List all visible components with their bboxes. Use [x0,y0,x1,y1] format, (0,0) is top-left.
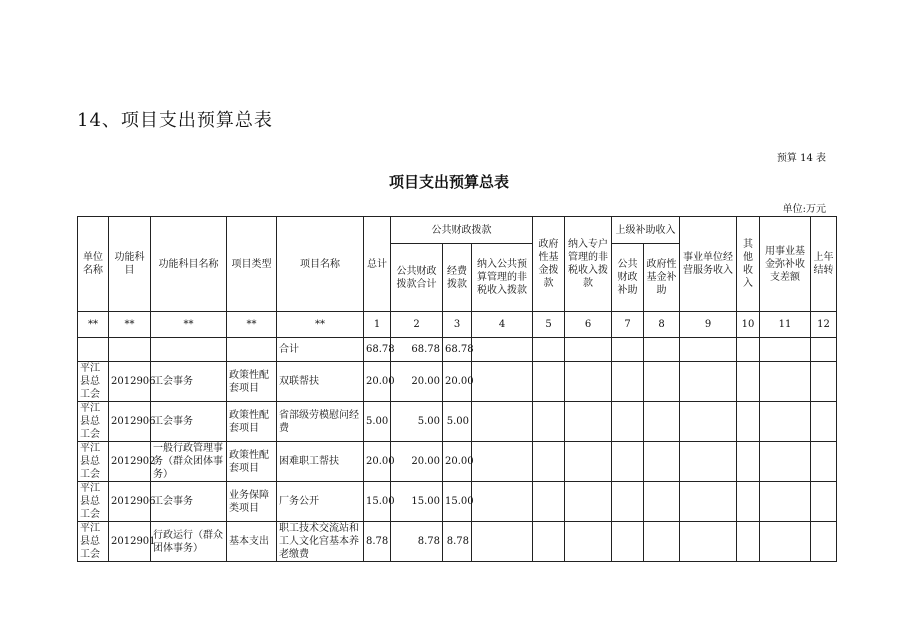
row-name: 困难职工帮扶 [277,442,364,482]
code-cell: 4 [472,312,533,338]
row-type: 基本支出 [227,522,277,562]
row-name: 双联帮扶 [277,362,364,402]
row-code: 2012906 [109,482,151,522]
row-func: 工会事务 [151,402,227,442]
row-pf-funding: 8.78 [443,522,472,562]
row-type: 业务保障类项目 [227,482,277,522]
row-total: 5.00 [364,402,391,442]
header-prior-balance: 上年结转 [811,217,837,312]
total-row [78,338,837,362]
header-pf-nontax: 纳入公共预算管理的非税收入拨款 [472,244,533,312]
code-cell: 7 [612,312,644,338]
row-type: 政策性配套项目 [227,442,277,482]
row-code: 2012901 [109,522,151,562]
row-pf-subtotal: 8.78 [391,522,443,562]
header-func-code: 功能科目 [109,217,151,312]
row-total: 8.78 [364,522,391,562]
row-pf-funding: 20.00 [443,442,472,482]
table-row [78,522,837,562]
row-pf-subtotal: 15.00 [391,482,443,522]
code-cell: ** [227,312,277,338]
header-business-income: 事业单位经营服务收入 [680,217,737,312]
row-func: 工会事务 [151,482,227,522]
row-code: 2012906 [109,402,151,442]
unit-label: 单位:万元 [782,204,826,215]
header-sub-public: 公共财政补助 [612,244,644,312]
header-unit-name: 单位名称 [78,217,109,312]
code-cell: 2 [391,312,443,338]
row-unit: 平江县总工会 [78,482,109,522]
code-cell: 10 [737,312,760,338]
row-type: 政策性配套项目 [227,362,277,402]
row-total: 20.00 [364,442,391,482]
row-pf-subtotal: 5.00 [391,402,443,442]
row-name: 省部级劳模慰问经费 [277,402,364,442]
header-total: 总计 [364,217,391,312]
code-cell: 3 [443,312,472,338]
row-unit: 平江县总工会 [78,402,109,442]
row-func: 行政运行（群众团体事务） [151,522,227,562]
row-pf-subtotal: 20.00 [391,362,443,402]
row-pf-funding: 15.00 [443,482,472,522]
header-fund-offset: 用事业基金弥补收支差额 [760,217,811,312]
row-unit: 平江县总工会 [78,442,109,482]
code-cell: 5 [533,312,565,338]
header-pf-subtotal: 公共财政拨款合计 [391,244,443,312]
row-unit: 平江县总工会 [78,522,109,562]
row-unit: 平江县总工会 [78,362,109,402]
table-row [78,362,837,402]
table-row [78,482,837,522]
header-gov-fund: 政府性基金拨款 [533,217,565,312]
form-code: 预算 14 表 [776,153,826,164]
row-code: 2012906 [109,362,151,402]
header-func-name: 功能科目名称 [151,217,227,312]
table-title: 项目支出预算总表 [388,173,509,191]
row-code: 2012902 [109,442,151,482]
row-name: 职工技术交流站和工人文化宫基本养老缴费 [277,522,364,562]
code-cell: ** [277,312,364,338]
total-pf-subtotal: 68.78 [391,338,443,362]
total-value: 68.78 [364,338,391,362]
row-total: 20.00 [364,362,391,402]
section-title: 14、项目支出预算总表 [77,110,273,131]
total-label: 合计 [277,338,364,362]
header-other-income: 其他收入 [737,217,760,312]
code-cell: 11 [760,312,811,338]
header-superior-subsidy: 上级补助收入 [612,217,680,244]
code-row [78,312,837,338]
code-cell: 8 [644,312,680,338]
header-pf-funding: 经费拨款 [443,244,472,312]
row-func: 工会事务 [151,362,227,402]
row-pf-subtotal: 20.00 [391,442,443,482]
table-row [78,442,837,482]
total-pf-funding: 68.78 [443,338,472,362]
project-expenditure-table [77,216,837,562]
row-pf-funding: 5.00 [443,402,472,442]
code-cell: 6 [565,312,612,338]
header-project-type: 项目类型 [227,217,277,312]
code-cell: ** [151,312,227,338]
row-name: 厂务公开 [277,482,364,522]
code-cell: ** [109,312,151,338]
code-cell: 12 [811,312,837,338]
table-row [78,402,837,442]
header-project-name: 项目名称 [277,217,364,312]
header-special-nontax: 纳入专户管理的非税收入拨款 [565,217,612,312]
code-cell: 1 [364,312,391,338]
row-total: 15.00 [364,482,391,522]
code-cell: ** [78,312,109,338]
row-func: 一般行政管理事务（群众团体事务） [151,442,227,482]
row-pf-funding: 20.00 [443,362,472,402]
code-cell: 9 [680,312,737,338]
row-type: 政策性配套项目 [227,402,277,442]
header-public-finance: 公共财政拨款 [391,217,533,244]
header-sub-gov-fund: 政府性基金补助 [644,244,680,312]
